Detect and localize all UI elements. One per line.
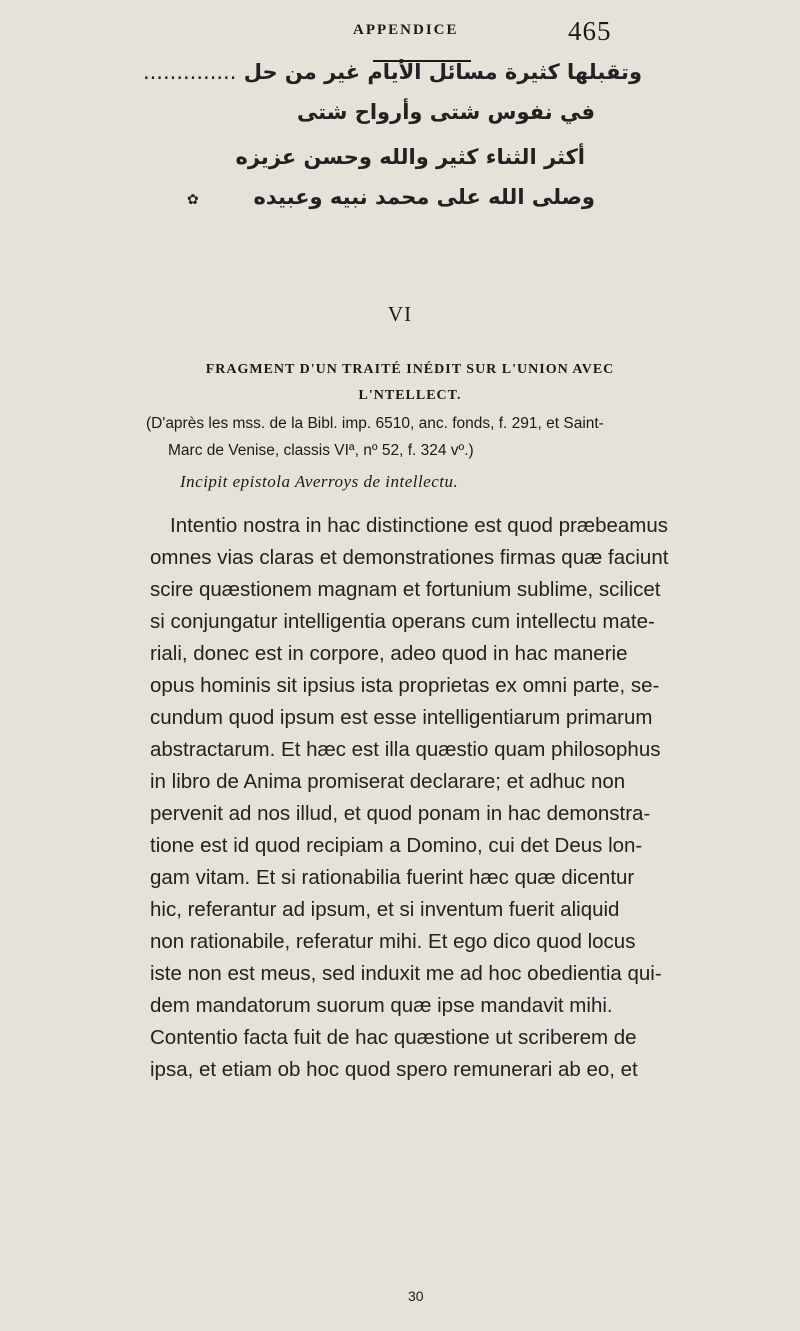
arabic-verse-line-4: وصلى الله على محمد نبيه وعبيده bbox=[253, 185, 595, 209]
body-line: Intentio nostra in hac distinctione est quod præbeamus bbox=[170, 514, 668, 537]
arabic-verse-line-3: أكثر الثناء كثير والله وحسن عزيزه bbox=[235, 145, 585, 169]
body-line: iste non est meus, sed induxit me ad hoc obedientia qui- bbox=[150, 962, 662, 985]
flower-ornament-icon: ✿ bbox=[187, 193, 199, 208]
body-line: hic, referantur ad ipsum, et si inventum fuerit aliquid bbox=[150, 898, 620, 921]
body-line: scire quæstionem magnam et fortunium sublime, scilicet bbox=[150, 578, 661, 601]
fragment-title-line-1: FRAGMENT D'UN TRAITÉ INÉDIT SUR L'UNION AVEC bbox=[205, 362, 615, 377]
body-line: opus hominis sit ipsius ista proprietas ex omni parte, se- bbox=[150, 674, 660, 697]
body-line: si conjungatur intelligentia operans cum intellectu mate- bbox=[150, 610, 655, 633]
section-number: VI bbox=[387, 302, 413, 326]
incipit: Incipit epistola Averroys de intellectu. bbox=[180, 472, 459, 491]
signature-mark: 30 bbox=[408, 1288, 424, 1304]
body-line: abstractarum. Et hæc est illa quæstio quam philosophus bbox=[150, 738, 661, 761]
body-line: Contentio facta fuit de hac quæstione ut scriberem de bbox=[150, 1026, 637, 1049]
source-note-line-1: (D'après les mss. de la Bibl. imp. 6510, anc. fonds, f. 291, et Saint- bbox=[146, 415, 604, 432]
source-note-line-2: Marc de Venise, classis VIª, nº 52, f. 324 vº.) bbox=[168, 442, 474, 459]
arabic-verse-line-1 bbox=[143, 60, 642, 84]
body-line: in libro de Anima promiserat declarare; et adhuc non bbox=[150, 770, 626, 793]
body-line: omnes vias claras et demonstrationes firmas quæ faciunt bbox=[150, 546, 669, 569]
running-head bbox=[0, 16, 800, 56]
running-title: APPENDICE bbox=[353, 22, 459, 38]
page-number: 465 bbox=[568, 16, 612, 46]
body-line: gam vitam. Et si rationabilia fuerint hæc quæ dicentur bbox=[150, 866, 635, 889]
arabic-verse-dots: .............. bbox=[142, 60, 237, 84]
source-note bbox=[146, 410, 686, 464]
fragment-title bbox=[200, 357, 620, 409]
body-line: non rationabile, referatur mihi. Et ego dico quod locus bbox=[150, 930, 636, 953]
arabic-verse-line-2: في نفوس شتى وأرواح شتى bbox=[296, 100, 595, 124]
arabic-verse-text-1: وتقبلها كثيرة مسائل الأيام غير من حل bbox=[243, 60, 642, 84]
body-line: pervenit ad nos illud, et quod ponam in hac demonstra- bbox=[150, 802, 651, 825]
body-line: tione est id quod recipiam a Domino, cui det Deus lon- bbox=[150, 834, 643, 857]
body-line: cundum quod ipsum est esse intelligentiarum primarum bbox=[150, 706, 653, 729]
body-text bbox=[150, 510, 695, 1086]
body-line: ipsa, et etiam ob hoc quod spero remunerari ab eo, et bbox=[150, 1058, 638, 1081]
body-line: dem mandatorum suorum quæ ipse mandavit mihi. bbox=[150, 994, 613, 1017]
body-line: riali, donec est in corpore, adeo quod in hac manerie bbox=[150, 642, 628, 665]
fragment-title-line-2: L'NTELLECT. bbox=[358, 388, 462, 403]
